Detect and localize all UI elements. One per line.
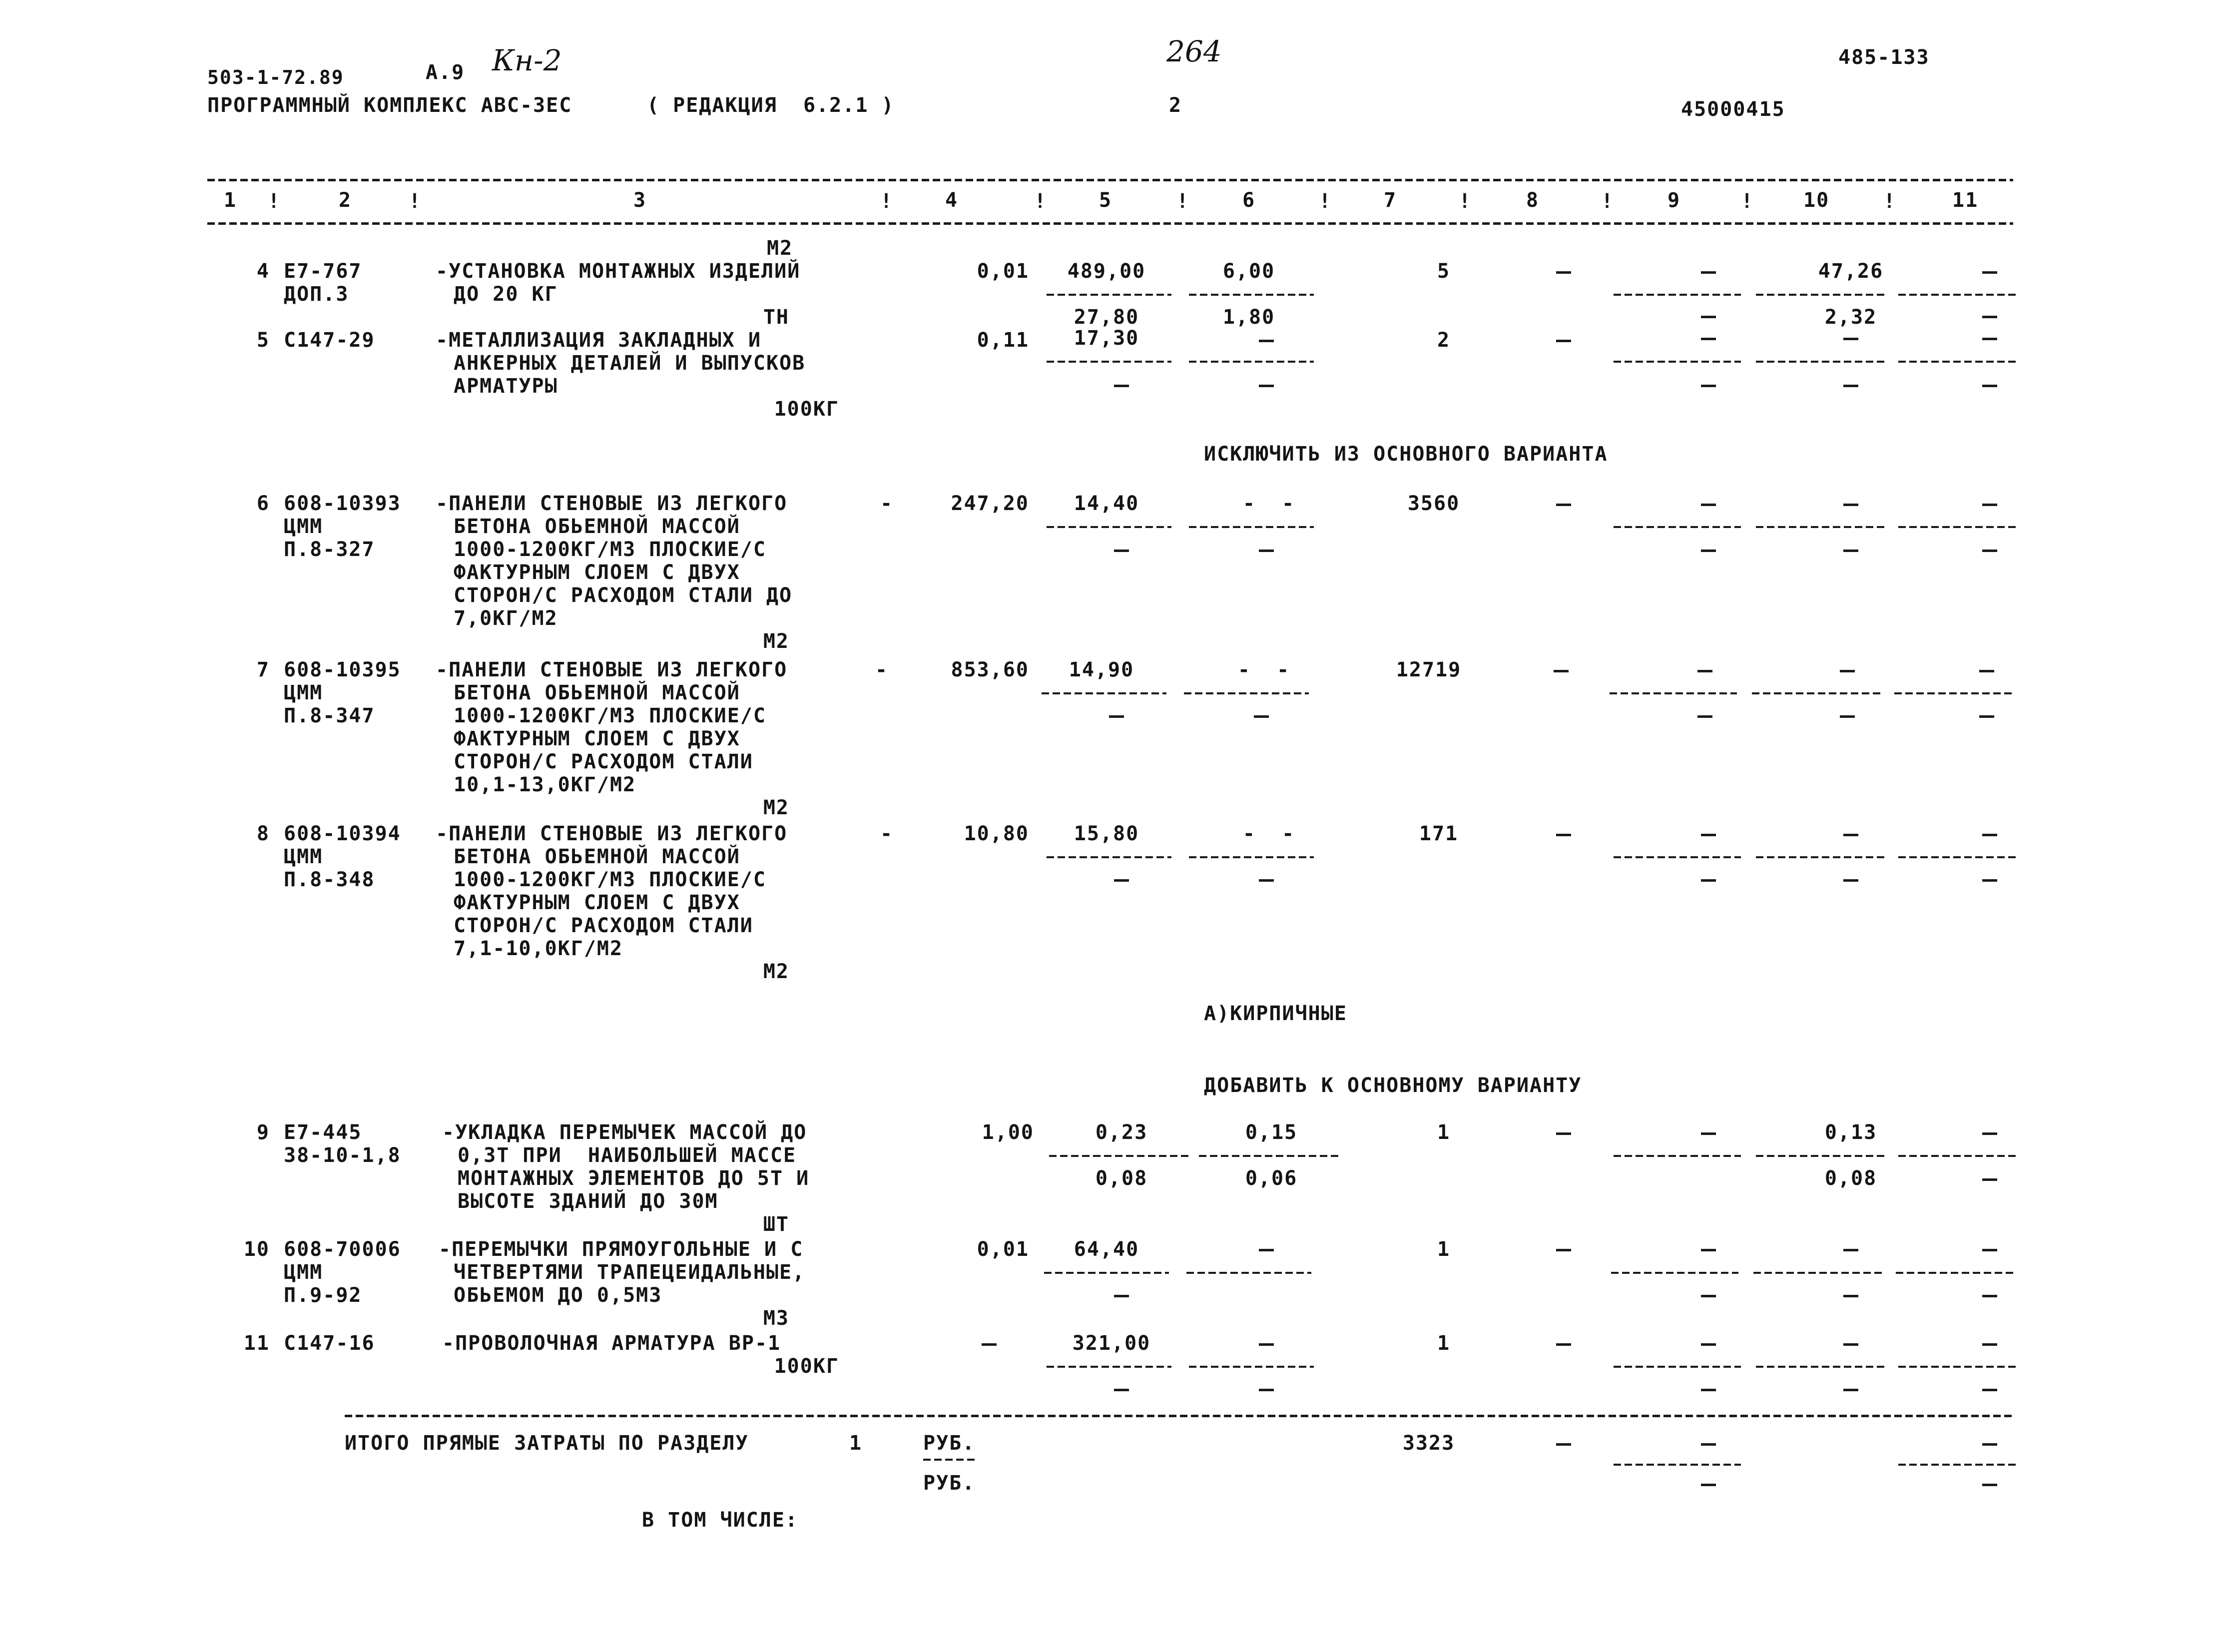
item-description: -МЕТАЛЛИЗАЦИЯ ЗАКЛАДНЫХ И [436, 329, 762, 352]
cell-c11-sub-dash [1982, 1295, 1997, 1297]
item-description: СТОРОН/С РАСХОДОМ СТАЛИ ДО [454, 584, 793, 607]
totals-c8-dash [1556, 1443, 1571, 1446]
item-code: ЦММ [284, 515, 323, 538]
cell-c7: 1 [1437, 1332, 1451, 1355]
cell-divider [1184, 692, 1309, 694]
cell-c10-sub: 0,08 [1824, 1167, 1877, 1190]
cell-divider [1898, 1155, 2018, 1157]
row-number: 5 [256, 329, 270, 352]
cell-c5-sub-dash [1109, 715, 1124, 718]
cell-c11-sub-dash [1979, 715, 1994, 718]
cell-c5-sub-dash [1114, 550, 1129, 552]
cell-c10: 0,13 [1824, 1121, 1877, 1144]
unit-label: М2 [767, 237, 793, 260]
totals-label: ИТОГО ПРЯМЫЕ ЗАТРАТЫ ПО РАЗДЕЛУ [345, 1432, 749, 1455]
cell-divider [1047, 1366, 1171, 1368]
cell-c5-sub-dash [1114, 1295, 1129, 1297]
cell-divider [1898, 856, 2018, 858]
cell-c7: 3560 [1407, 492, 1460, 515]
cell-c10-sub-dash [1843, 385, 1858, 387]
column-header-7: 7 [1384, 189, 1397, 212]
item-code: 608-10394 [284, 822, 401, 845]
cell-c5: 489,00 [1067, 260, 1146, 283]
column-separator: ! [880, 190, 894, 213]
cell-divider [1614, 856, 1741, 858]
item-description: ФАКТУРНЫМ СЛОЕМ С ДВУХ [454, 561, 740, 584]
cell-c11-sub-dash [1982, 550, 1997, 552]
cell-c11-sub-dash [1982, 1389, 1997, 1391]
cell-divider [1756, 294, 1886, 296]
row-mark: - [880, 492, 894, 515]
totals-c11-dash [1982, 1443, 1997, 1446]
album-number: А.9 [426, 61, 465, 84]
item-description: СТОРОН/С РАСХОДОМ СТАЛИ [454, 750, 753, 773]
cell-c11-sub-dash [1982, 879, 1997, 882]
cell-c10-dash [1843, 834, 1858, 836]
cell-c9-dash [1697, 670, 1712, 672]
book-note-handwritten: Кн-2 [492, 43, 562, 77]
cell-c5-sub-dash [1114, 385, 1129, 387]
unit-label: 100КГ [774, 398, 839, 421]
doc-code: 503-1-72.89 [207, 66, 344, 88]
column-separator: ! [1319, 190, 1332, 213]
cell-c5: 15,80 [1074, 822, 1139, 845]
unit-label: М3 [763, 1307, 789, 1330]
item-code: ЦММ [284, 681, 323, 704]
item-description: 7,0КГ/М2 [454, 607, 558, 630]
item-code: П.8-347 [284, 704, 375, 727]
cell-c8-dash [1556, 504, 1571, 506]
cell-c6-sub-dash [1259, 879, 1274, 882]
cell-c6: 0,15 [1245, 1121, 1298, 1144]
row-number: 7 [256, 658, 270, 681]
cell-divider [1614, 1366, 1741, 1368]
cell-c9-dash [1701, 1343, 1716, 1346]
column-separator: ! [409, 190, 422, 213]
cell-divider [1894, 692, 2014, 694]
cell-c11-sub-dash [1982, 316, 1997, 318]
cell-c9-sub-dash [1701, 550, 1716, 552]
cell-c4-dash [982, 1343, 997, 1346]
cell-c9-sub-dash [1701, 1389, 1716, 1391]
section-heading-brick: А)КИРПИЧНЫЕ [1204, 1002, 1347, 1025]
item-description: 1000-1200КГ/М3 ПЛОСКИЕ/С [454, 538, 766, 561]
item-code: С147-16 [284, 1332, 375, 1355]
totals-section-number: 1 [849, 1432, 863, 1455]
cell-divider [1047, 361, 1171, 363]
cell-divider [1756, 1366, 1886, 1368]
cell-divider [1044, 1272, 1169, 1274]
cell-c6-sub-dash [1259, 1389, 1274, 1391]
row-mark: - [875, 658, 889, 681]
cell-c9-sub-dash [1701, 1295, 1716, 1297]
cell-c7: 12719 [1396, 658, 1462, 681]
cell-c6-dash [1259, 1249, 1274, 1251]
totals-currency: РУБ. [923, 1432, 976, 1455]
cell-c10-sub-dash [1843, 879, 1858, 882]
cell-c10-dash [1843, 504, 1858, 506]
cell-c5-sub-dash [1114, 1389, 1129, 1391]
program-name: ПРОГРАММНЫЙ КОМПЛЕКС АВС-ЗЕС [207, 94, 572, 117]
cell-divider [1898, 1366, 2018, 1368]
column-header-4: 4 [945, 189, 959, 212]
column-header-10: 10 [1803, 189, 1830, 212]
handwritten-page-number: 264 [1166, 34, 1222, 68]
item-code: 608-10395 [284, 658, 401, 681]
column-separator: ! [1034, 190, 1048, 213]
cell-c9-dash [1701, 1249, 1716, 1251]
item-description: АРМАТУРЫ [454, 375, 558, 398]
cell-c11-dash [1982, 1249, 1997, 1251]
item-code: 608-10393 [284, 492, 401, 515]
cell-c6: - - [1242, 492, 1295, 515]
cell-divider [1049, 1155, 1189, 1157]
cell-c5-sub: 0,08 [1095, 1167, 1148, 1190]
cell-c6: - - [1237, 658, 1290, 681]
row-number: 4 [256, 260, 270, 283]
document-id: 45000415 [1681, 98, 1785, 121]
totals-c7: 3323 [1402, 1432, 1455, 1455]
column-header-8: 8 [1526, 189, 1540, 212]
item-description: АНКЕРНЫХ ДЕТАЛЕЙ И ВЫПУСКОВ [454, 352, 806, 375]
cell-c7: 1 [1437, 1121, 1451, 1144]
row-mark: - [880, 822, 894, 845]
edition: ( РЕДАКЦИЯ 6.2.1 ) [647, 94, 895, 117]
unit-label: М2 [763, 960, 789, 983]
totals-rule [345, 1415, 2013, 1417]
item-description: СТОРОН/С РАСХОДОМ СТАЛИ [454, 914, 753, 937]
unit-label: М2 [763, 796, 789, 819]
item-description: 1000-1200КГ/М3 ПЛОСКИЕ/С [454, 704, 766, 727]
column-header-5: 5 [1099, 189, 1112, 212]
cell-c5: 0,23 [1095, 1121, 1148, 1144]
cell-c4: 0,01 [977, 260, 1029, 283]
totals-c9-dash [1701, 1443, 1716, 1446]
cell-c8-dash [1556, 1132, 1571, 1135]
cell-c10-sub: 2,32 [1824, 306, 1877, 329]
item-code: П.8-327 [284, 538, 375, 561]
item-description: -УКЛАДКА ПЕРЕМЫЧЕК МАССОЙ ДО [442, 1121, 807, 1144]
cell-c9-dash [1701, 1132, 1716, 1135]
cell-c11-dash [1982, 338, 1997, 340]
column-separator: ! [1459, 190, 1472, 213]
cell-c6-dash [1259, 1343, 1274, 1346]
unit-label: М2 [763, 630, 789, 653]
cell-c11-dash [1982, 271, 1997, 274]
column-header-1: 1 [224, 189, 237, 212]
totals-c11-sub-dash [1982, 1484, 1997, 1486]
cell-c9-dash [1701, 504, 1716, 506]
cell-divider [1898, 294, 2018, 296]
cell-c11-dash [1982, 504, 1997, 506]
item-description: -ПЕРЕМЫЧКИ ПРЯМОУГОЛЬНЫЕ И С [439, 1238, 804, 1261]
item-description: БЕТОНА ОБЬЕМНОЙ МАССОЙ [454, 845, 740, 868]
cell-c8-dash [1556, 1249, 1571, 1251]
cell-c9-dash [1701, 338, 1716, 340]
column-header-11: 11 [1952, 189, 1979, 212]
cell-c6-sub-dash [1259, 550, 1274, 552]
cell-c5-sub-dash [1114, 879, 1129, 882]
item-description: -ПРОВОЛОЧНАЯ АРМАТУРА ВР-1 [442, 1332, 781, 1355]
cell-c10-sub-dash [1843, 550, 1858, 552]
section-heading-add: ДОБАВИТЬ К ОСНОВНОМУ ВАРИАНТУ [1204, 1074, 1582, 1097]
row-number: 6 [256, 492, 270, 515]
cell-c10-sub-dash [1843, 1389, 1858, 1391]
cell-divider [1186, 1272, 1311, 1274]
cell-c6-sub: 0,06 [1245, 1167, 1298, 1190]
row-number: 8 [256, 822, 270, 845]
cell-c4: 0,01 [977, 1238, 1029, 1261]
item-description: -ПАНЕЛИ СТЕНОВЫЕ ИЗ ЛЕГКОГО [436, 658, 788, 681]
item-description: ДО 20 КГ [454, 283, 558, 306]
cell-c11-sub-dash [1982, 385, 1997, 387]
column-header-6: 6 [1242, 189, 1256, 212]
item-description: ВЫСОТЕ ЗДАНИЙ ДО 30М [458, 1190, 718, 1213]
cell-c8-dash [1556, 834, 1571, 836]
cell-c8-dash [1556, 1343, 1571, 1346]
cell-divider [1047, 294, 1171, 296]
unit-label: ТН [763, 306, 789, 329]
cell-c5: 14,90 [1069, 658, 1134, 681]
column-header-2: 2 [339, 189, 352, 212]
cell-divider [1189, 294, 1314, 296]
cell-c10-dash [1843, 338, 1858, 340]
section-heading-exclude: ИСКЛЮЧИТЬ ИЗ ОСНОВНОГО ВАРИАНТА [1204, 443, 1608, 466]
item-code: Е7-445 [284, 1121, 362, 1144]
cell-c4: 247,20 [951, 492, 1029, 515]
item-description: 0,3Т ПРИ НАИБОЛЬШЕЙ МАССЕ [458, 1144, 797, 1167]
cell-divider [1898, 361, 2018, 363]
unit-label: 100КГ [774, 1355, 839, 1378]
row-number: 11 [243, 1332, 270, 1355]
cell-c11-sub-dash [1982, 1178, 1997, 1181]
cell-divider [1610, 692, 1737, 694]
cell-c7: 5 [1437, 260, 1451, 283]
cell-divider [1614, 1464, 1741, 1466]
item-description: 7,1-10,0КГ/М2 [454, 937, 623, 960]
cell-c10-dash [1840, 670, 1855, 672]
cell-c9-sub-dash [1701, 316, 1716, 318]
item-code: П.8-348 [284, 868, 375, 891]
column-separator: ! [1741, 190, 1754, 213]
row-number: 10 [243, 1238, 270, 1261]
row-number: 9 [256, 1121, 270, 1144]
cell-c8-dash [1556, 271, 1571, 274]
cell-c5-sub: 27,80 [1074, 306, 1139, 329]
column-header-9: 9 [1667, 189, 1681, 212]
including-label: В ТОМ ЧИСЛЕ: [642, 1509, 798, 1532]
cell-c9-sub-dash [1697, 715, 1712, 718]
cell-c11-dash [1982, 1132, 1997, 1135]
cell-c6: 6,00 [1222, 260, 1275, 283]
cell-c6: - - [1242, 822, 1295, 845]
cell-divider [1756, 856, 1886, 858]
cell-divider [1189, 856, 1314, 858]
item-description: ОБЬЕМОМ ДО 0,5М3 [454, 1284, 662, 1307]
cell-c10-dash [1843, 1343, 1858, 1346]
cell-c9-sub-dash [1701, 385, 1716, 387]
document-reference: 485-133 [1838, 46, 1930, 69]
header-rule-top [207, 179, 2013, 181]
totals-currency-sub: РУБ. [923, 1472, 976, 1495]
cell-divider [1047, 856, 1171, 858]
item-description: ФАКТУРНЫМ СЛОЕМ С ДВУХ [454, 891, 740, 914]
column-separator: ! [1601, 190, 1615, 213]
cell-divider [1611, 1272, 1738, 1274]
cell-c4: 853,60 [951, 658, 1029, 681]
totals-c9-sub-dash [1701, 1484, 1716, 1486]
cell-c4: 10,80 [964, 822, 1029, 845]
cell-divider [923, 1459, 976, 1461]
column-header-3: 3 [633, 189, 647, 212]
item-code: ЦММ [284, 845, 323, 868]
cell-c8-dash [1556, 340, 1571, 342]
cell-divider [1047, 526, 1171, 528]
item-code: 608-70006 [284, 1238, 401, 1261]
cell-c9-dash [1701, 834, 1716, 836]
cell-divider [1042, 692, 1166, 694]
column-separator: ! [1176, 190, 1190, 213]
item-description: ФАКТУРНЫМ СЛОЕМ С ДВУХ [454, 727, 740, 750]
cell-c6-dash [1259, 340, 1274, 342]
cell-divider [1753, 1272, 1883, 1274]
column-separator: ! [1883, 190, 1897, 213]
cell-c9-dash [1701, 271, 1716, 274]
cell-c6-sub-dash [1254, 715, 1269, 718]
cell-c10-sub-dash [1843, 1295, 1858, 1297]
cell-c5: 14,40 [1074, 492, 1139, 515]
cell-divider [1199, 1155, 1339, 1157]
item-code: С147-29 [284, 329, 375, 352]
cell-divider [1756, 1155, 1886, 1157]
cell-c10-dash [1843, 1249, 1858, 1251]
cell-divider [1898, 526, 2018, 528]
cell-c4: 1,00 [982, 1121, 1034, 1144]
item-description: 10,1-13,0КГ/М2 [454, 773, 636, 796]
cell-divider [1752, 692, 1882, 694]
header-rule-bottom [207, 222, 2013, 225]
page-number: 2 [1169, 94, 1182, 117]
cell-divider [1614, 526, 1741, 528]
cell-divider [1614, 1155, 1741, 1157]
cell-divider [1189, 361, 1314, 363]
cell-c10: 47,26 [1818, 260, 1884, 283]
cell-c10-sub-dash [1840, 715, 1855, 718]
item-description: -УСТАНОВКА МОНТАЖНЫХ ИЗДЕЛИЙ [436, 260, 801, 283]
item-code: 38-10-1,8 [284, 1144, 401, 1167]
item-description: БЕТОНА ОБЬЕМНОЙ МАССОЙ [454, 681, 740, 704]
cell-divider [1189, 526, 1314, 528]
cell-divider [1614, 361, 1741, 363]
cell-divider [1898, 1464, 2018, 1466]
cell-c7: 171 [1419, 822, 1459, 845]
cell-c5: 17,30 [1074, 327, 1139, 350]
cell-divider [1189, 1366, 1314, 1368]
item-description: ЧЕТВЕРТЯМИ ТРАПЕЦЕИДАЛЬНЫЕ, [454, 1261, 806, 1284]
cell-divider [1756, 526, 1886, 528]
cell-c6-sub: 1,80 [1222, 306, 1275, 329]
cell-c5: 321,00 [1072, 1332, 1151, 1355]
column-separator: ! [268, 190, 281, 213]
cell-c7: 2 [1437, 329, 1451, 352]
cell-divider [1756, 361, 1886, 363]
unit-label: ШТ [763, 1213, 789, 1236]
cell-c11-dash [1982, 834, 1997, 836]
item-code: Е7-767 [284, 260, 362, 283]
cell-c7: 1 [1437, 1238, 1451, 1261]
item-description: -ПАНЕЛИ СТЕНОВЫЕ ИЗ ЛЕГКОГО [436, 492, 788, 515]
item-description: БЕТОНА ОБЬЕМНОЙ МАССОЙ [454, 515, 740, 538]
cell-c11-dash [1982, 1343, 1997, 1346]
cell-divider [1896, 1272, 2016, 1274]
item-code: П.9-92 [284, 1284, 362, 1307]
item-code: ЦММ [284, 1261, 323, 1284]
cell-c5: 64,40 [1074, 1238, 1139, 1261]
cell-divider [1614, 294, 1741, 296]
cell-c4: 0,11 [977, 329, 1029, 352]
cell-c8-dash [1554, 670, 1569, 672]
item-description: 1000-1200КГ/М3 ПЛОСКИЕ/С [454, 868, 766, 891]
cell-c6-sub-dash [1259, 385, 1274, 387]
item-code: ДОП.3 [284, 283, 349, 306]
item-description: МОНТАЖНЫХ ЭЛЕМЕНТОВ ДО 5Т И [458, 1167, 810, 1190]
item-description: -ПАНЕЛИ СТЕНОВЫЕ ИЗ ЛЕГКОГО [436, 822, 788, 845]
cell-c9-sub-dash [1701, 879, 1716, 882]
cell-c11-dash [1979, 670, 1994, 672]
